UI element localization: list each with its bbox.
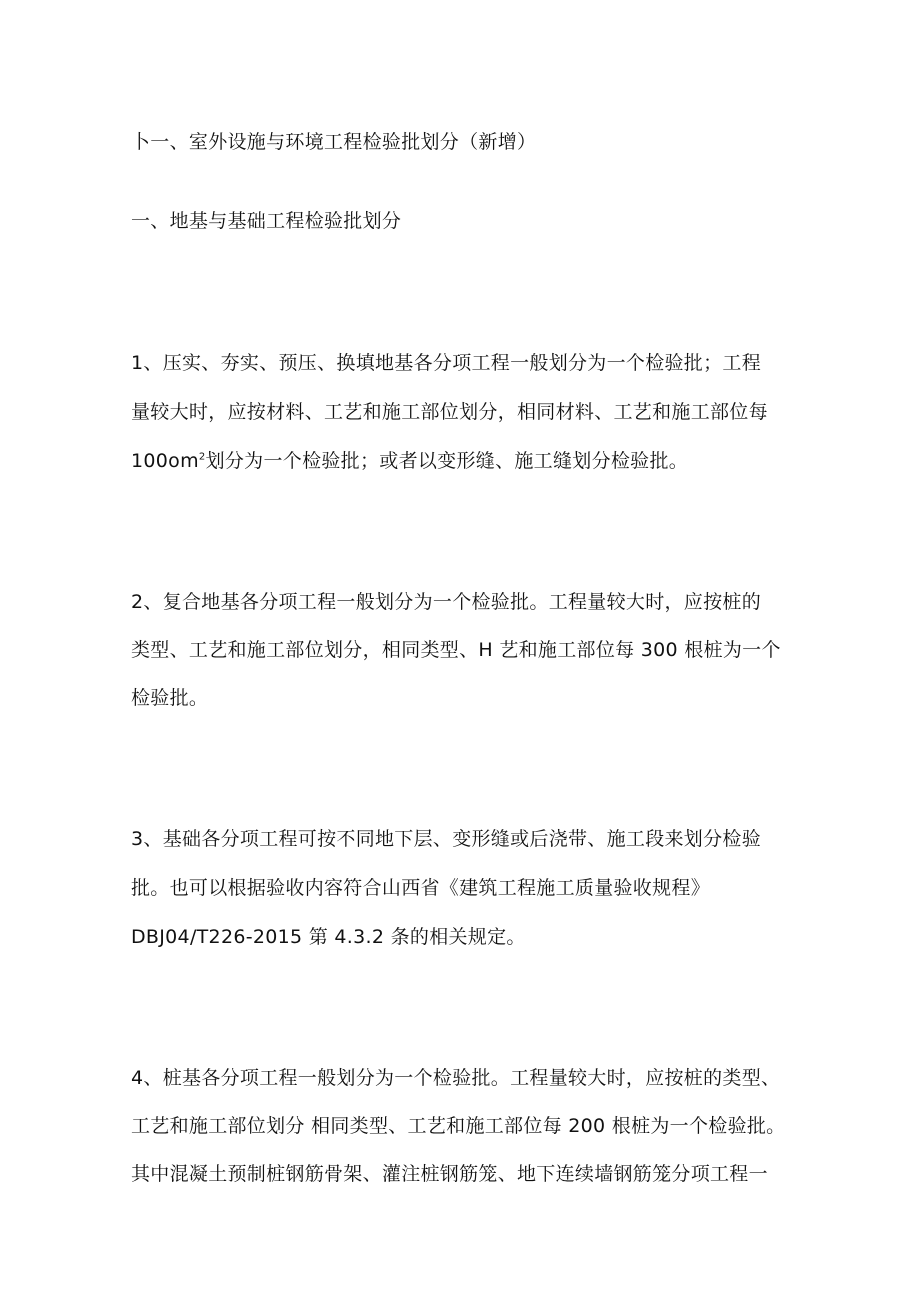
paragraph-line: 1、压实、夯实、预压、换填地基各分项工程一般划分为一个检验批；工程 [131,352,761,374]
paragraph-line [131,449,688,473]
section-subtitle: 一、地基与基础工程检验批划分 [131,210,402,232]
paragraph-line: 工艺和施工部位划分 相同类型、工艺和施工部位每 200 根桩为一个检验批。 [131,1115,786,1137]
superscript: 2 [198,451,206,463]
section-title: 卜一、室外设施与环境工程检验批划分（新增） [131,131,537,153]
paragraph-line: 其中混凝土预制桩钢筋骨架、灌注桩钢筋笼、地下连续墙钢筋笼分项工程一 [131,1163,768,1185]
paragraph-line: 类型、工艺和施工部位划分，相同类型、H 艺和施工部位每 300 根桩为一个 [131,639,781,661]
area-value: 100om [131,450,199,472]
paragraph-line: 批。也可以根据验收内容符合山西省《建筑工程施工质量验收规程》 [131,877,711,899]
paragraph-line: 4、桩基各分项工程一般划分为一个检验批。工程量较大时，应按桩的类型、 [131,1067,781,1089]
paragraph-line-rest: 划分为一个检验批；或者以变形缝、施工缝划分检验批。 [205,450,689,472]
paragraph-line: 2、复合地基各分项工程一般划分为一个检验批。工程量较大时，应按桩的 [131,591,761,613]
paragraph-line: 检验批。 [131,687,209,709]
paragraph-line: DBJ04/T226-2015 第 4.3.2 条的相关规定。 [131,926,526,948]
paragraph-line: 量较大时，应按材料、工艺和施工部位划分，相同材料、工艺和施工部位每 [131,401,768,423]
paragraph-line: 3、基础各分项工程可按不同地下层、变形缝或后浇带、施工段来划分检验 [131,828,761,850]
